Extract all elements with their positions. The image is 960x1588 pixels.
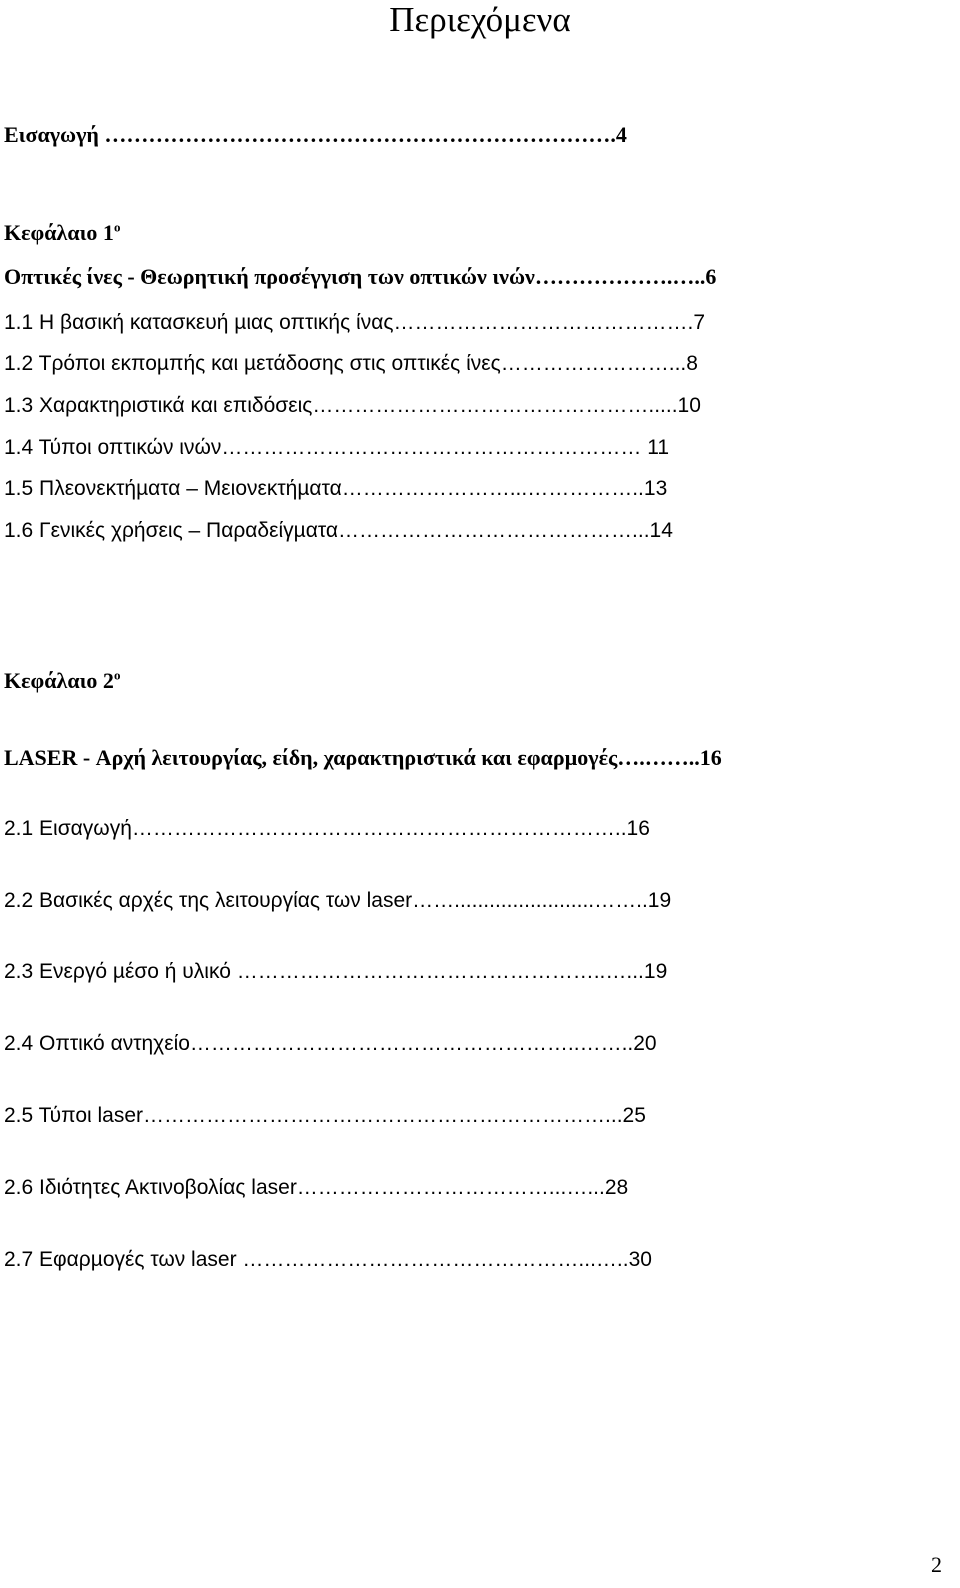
chapter-1-heading-text: Κεφάλαιο 1 bbox=[4, 220, 114, 245]
toc-entry-2-6: 2.6 Ιδιότητες Ακτινοβολίας laser………………………………...…...28 bbox=[4, 1176, 629, 1199]
toc-entry-2-2: 2.2 Βασικές αρχές της λειτουργίας των laser……........................……..19 bbox=[4, 889, 672, 912]
toc-entry-1-6: 1.6 Γενικές χρήσεις – Παραδείγµατα……………………………………...14 bbox=[4, 519, 673, 542]
chapter-1-ordinal: ο bbox=[113, 219, 121, 235]
toc-entry-1-1: 1.1 Η βασική κατασκευή µιας οπτικής ίνας…………………………………….7 bbox=[4, 311, 705, 334]
chapter-2-heading-text: Κεφάλαιο 2 bbox=[4, 668, 114, 693]
toc-entry-2-3: 2.3 Ενεργό µέσο ή υλικό ……………………………………………..…...19 bbox=[4, 960, 668, 983]
toc-entry-intro: Εισαγωγή …………………………………………………………….4 bbox=[4, 122, 627, 147]
page-title: Περιεχόμενα bbox=[389, 0, 571, 39]
toc-entry-1-3: 1.3 Χαρακτηριστικά και επιδόσεις………………………………………….....10 bbox=[4, 394, 701, 417]
chapter-2-heading bbox=[4, 667, 120, 695]
toc-entry-2-1: 2.1 Εισαγωγή……………………………………………………………..16 bbox=[4, 817, 650, 840]
chapter-1-heading bbox=[4, 219, 120, 247]
toc-entry-2-4: 2.4 Οπτικό αντηχείο………………………………………………..……..20 bbox=[4, 1032, 657, 1055]
toc-entry-2-5: 2.5 Τύποι laser…………………………………………………………...25 bbox=[4, 1104, 646, 1127]
chapter-1-title: Οπτικές ίνες - Θεωρητική προσέγγιση των οπτικών ινών……………….…..6 bbox=[4, 264, 717, 289]
chapter-2-ordinal: ο bbox=[113, 667, 121, 683]
chapter-2-title: LASER - Αρχή λειτουργίας, είδη, χαρακτηριστικά και εφαρµογές….……..16 bbox=[4, 745, 722, 770]
toc-entry-2-7: 2.7 Εφαρµογές των laser …………………………………………...…..30 bbox=[4, 1248, 652, 1271]
toc-entry-1-2: 1.2 Τρόποι εκποµπής και µετάδοσης στις οπτικές ίνες……………………...8 bbox=[4, 352, 698, 375]
toc-entry-1-4: 1.4 Τύποι οπτικών ινών…………………………………………………… 11 bbox=[4, 436, 670, 459]
toc-entry-1-5: 1.5 Πλεονεκτήµατα – Μειονεκτήµατα……………………...……………..13 bbox=[4, 477, 668, 500]
page-number: 2 bbox=[931, 1552, 942, 1577]
